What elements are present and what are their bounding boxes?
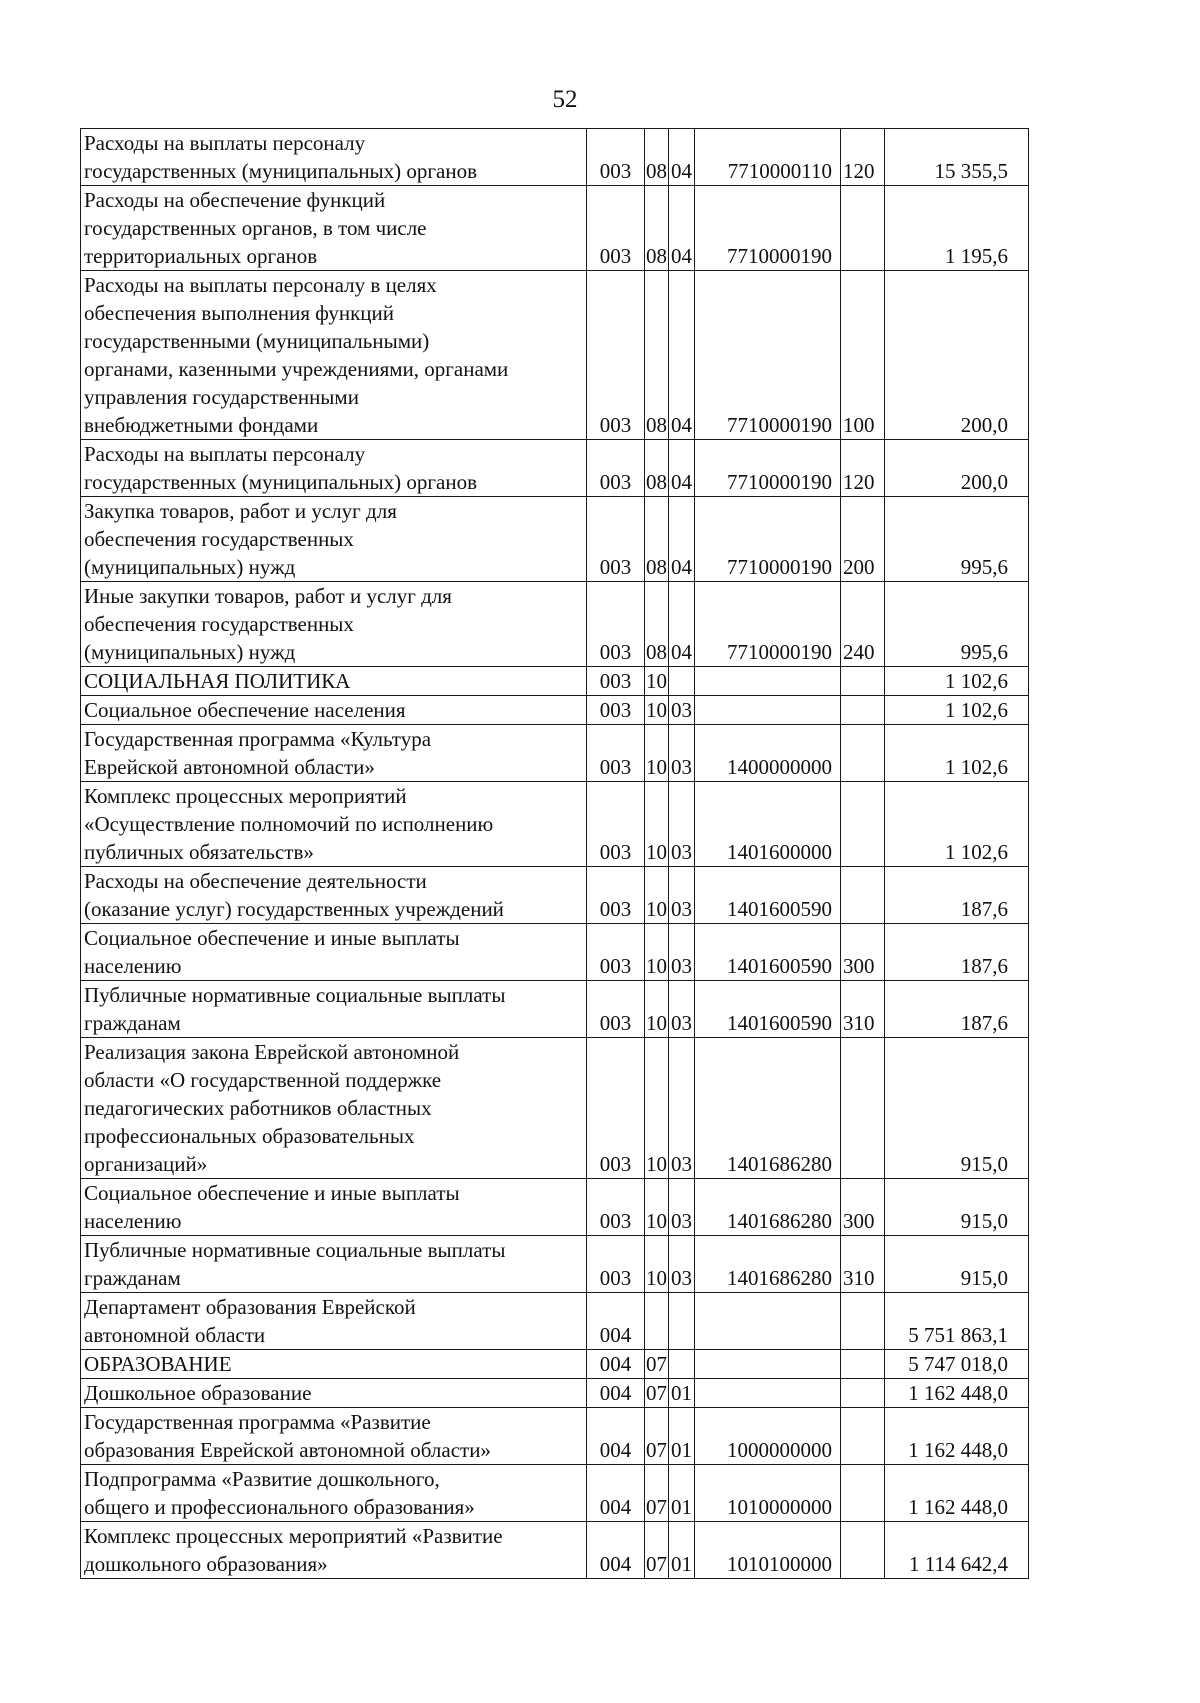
expense-name-cell: Расходы на выплаты персоналу государственных (муниципальных) органов	[81, 129, 587, 186]
table-row	[81, 440, 1029, 497]
table-row	[81, 271, 1029, 440]
table-row	[81, 1293, 1029, 1350]
expense-kind-cell: 310	[841, 981, 885, 1038]
expense-kind-cell: 120	[841, 129, 885, 186]
page-number: 52	[552, 86, 578, 113]
table-row	[81, 725, 1029, 782]
section-code-cell: 10	[645, 667, 669, 696]
expense-name-cell: Подпрограмма «Развитие дошкольного, общего и профессионального образования»	[81, 1465, 587, 1522]
department-code-cell: 003	[587, 782, 645, 867]
expense-name-cell: Расходы на обеспечение деятельности (оказание услуг) государственных учреждений	[81, 867, 587, 924]
amount-cell: 15 355,5	[885, 129, 1029, 186]
expense-name-cell: СОЦИАЛЬНАЯ ПОЛИТИКА	[81, 667, 587, 696]
amount-cell: 995,6	[885, 497, 1029, 582]
expense-name-cell: Комплекс процессных мероприятий «Осуществление полномочий по исполнению публичных обязательств»	[81, 782, 587, 867]
section-code-cell: 08	[645, 582, 669, 667]
target-item-cell: 1401686280	[695, 1236, 841, 1293]
department-code-cell: 003	[587, 271, 645, 440]
department-code-cell: 003	[587, 1236, 645, 1293]
subsection-code-cell: 03	[669, 867, 695, 924]
expense-name-cell: Государственная программа «Культура Еврейской автономной области»	[81, 725, 587, 782]
amount-cell: 1 102,6	[885, 725, 1029, 782]
subsection-code-cell: 03	[669, 1236, 695, 1293]
department-code-cell: 003	[587, 186, 645, 271]
table-row	[81, 1379, 1029, 1408]
expense-kind-cell	[841, 1465, 885, 1522]
subsection-code-cell: 01	[669, 1465, 695, 1522]
table-row	[81, 1179, 1029, 1236]
department-code-cell: 004	[587, 1408, 645, 1465]
target-item-cell	[695, 667, 841, 696]
section-code-cell: 10	[645, 981, 669, 1038]
amount-cell: 200,0	[885, 440, 1029, 497]
section-code-cell: 08	[645, 186, 669, 271]
department-code-cell: 004	[587, 1350, 645, 1379]
table-row	[81, 924, 1029, 981]
target-item-cell: 1401686280	[695, 1179, 841, 1236]
expense-kind-cell	[841, 1038, 885, 1179]
target-item-cell	[695, 696, 841, 725]
target-item-cell: 1000000000	[695, 1408, 841, 1465]
department-code-cell: 003	[587, 981, 645, 1038]
target-item-cell	[695, 1350, 841, 1379]
subsection-code-cell	[669, 1350, 695, 1379]
table-row	[81, 782, 1029, 867]
department-code-cell: 003	[587, 867, 645, 924]
amount-cell: 187,6	[885, 867, 1029, 924]
subsection-code-cell: 04	[669, 186, 695, 271]
table-row	[81, 1465, 1029, 1522]
department-code-cell: 003	[587, 129, 645, 186]
expense-name-cell: Расходы на обеспечение функций государственных органов, в том числе территориальных органов	[81, 186, 587, 271]
subsection-code-cell: 03	[669, 782, 695, 867]
subsection-code-cell: 03	[669, 696, 695, 725]
section-code-cell: 10	[645, 924, 669, 981]
subsection-code-cell: 04	[669, 129, 695, 186]
section-code-cell: 08	[645, 271, 669, 440]
target-item-cell: 1401600000	[695, 782, 841, 867]
expense-kind-cell: 300	[841, 924, 885, 981]
expense-name-cell: Публичные нормативные социальные выплаты гражданам	[81, 981, 587, 1038]
table-row	[81, 129, 1029, 186]
subsection-code-cell: 03	[669, 981, 695, 1038]
section-code-cell: 07	[645, 1465, 669, 1522]
section-code-cell	[645, 1293, 669, 1350]
table-row	[81, 186, 1029, 271]
expense-name-cell: Дошкольное образование	[81, 1379, 587, 1408]
amount-cell: 187,6	[885, 924, 1029, 981]
expense-name-cell: Социальное обеспечение населения	[81, 696, 587, 725]
section-code-cell: 07	[645, 1350, 669, 1379]
subsection-code-cell: 03	[669, 1179, 695, 1236]
amount-cell: 200,0	[885, 271, 1029, 440]
expense-kind-cell	[841, 1408, 885, 1465]
subsection-code-cell	[669, 1293, 695, 1350]
table-row	[81, 1522, 1029, 1579]
expense-name-cell: Социальное обеспечение и иные выплаты населению	[81, 1179, 587, 1236]
amount-cell: 1 162 448,0	[885, 1408, 1029, 1465]
expense-kind-cell	[841, 1350, 885, 1379]
department-code-cell: 004	[587, 1522, 645, 1579]
amount-cell: 1 102,6	[885, 667, 1029, 696]
amount-cell: 1 162 448,0	[885, 1465, 1029, 1522]
target-item-cell: 7710000190	[695, 440, 841, 497]
amount-cell: 5 747 018,0	[885, 1350, 1029, 1379]
table-row	[81, 1038, 1029, 1179]
table-row	[81, 1408, 1029, 1465]
amount-cell: 1 162 448,0	[885, 1379, 1029, 1408]
department-code-cell: 003	[587, 1038, 645, 1179]
target-item-cell: 1400000000	[695, 725, 841, 782]
subsection-code-cell: 04	[669, 582, 695, 667]
expense-name-cell: Государственная программа «Развитие образования Еврейской автономной области»	[81, 1408, 587, 1465]
expense-name-cell: Расходы на выплаты персоналу в целях обеспечения выполнения функций государственными (муниципальными) органами, казенными учреждениями, органами управления государственными внебюджетными фондами	[81, 271, 587, 440]
target-item-cell: 7710000190	[695, 582, 841, 667]
department-code-cell: 003	[587, 696, 645, 725]
expense-kind-cell: 120	[841, 440, 885, 497]
expense-kind-cell	[841, 696, 885, 725]
expense-kind-cell: 100	[841, 271, 885, 440]
table-row	[81, 1236, 1029, 1293]
expense-kind-cell: 240	[841, 582, 885, 667]
section-code-cell: 10	[645, 1038, 669, 1179]
expense-name-cell: Публичные нормативные социальные выплаты гражданам	[81, 1236, 587, 1293]
expense-kind-cell: 200	[841, 497, 885, 582]
amount-cell: 995,6	[885, 582, 1029, 667]
table-row	[81, 696, 1029, 725]
target-item-cell: 1401600590	[695, 924, 841, 981]
target-item-cell	[695, 1379, 841, 1408]
target-item-cell: 1401600590	[695, 867, 841, 924]
section-code-cell: 10	[645, 1179, 669, 1236]
department-code-cell: 003	[587, 582, 645, 667]
target-item-cell: 1401600590	[695, 981, 841, 1038]
department-code-cell: 003	[587, 725, 645, 782]
table-row	[81, 1350, 1029, 1379]
expense-kind-cell	[841, 782, 885, 867]
amount-cell: 1 114 642,4	[885, 1522, 1029, 1579]
expense-name-cell: Закупка товаров, работ и услуг для обеспечения государственных (муниципальных) нужд	[81, 497, 587, 582]
amount-cell: 915,0	[885, 1038, 1029, 1179]
department-code-cell: 003	[587, 440, 645, 497]
department-code-cell: 003	[587, 497, 645, 582]
section-code-cell: 10	[645, 782, 669, 867]
expense-name-cell: Департамент образования Еврейской автономной области	[81, 1293, 587, 1350]
expense-kind-cell: 310	[841, 1236, 885, 1293]
section-code-cell: 10	[645, 725, 669, 782]
department-code-cell: 004	[587, 1465, 645, 1522]
amount-cell: 915,0	[885, 1179, 1029, 1236]
subsection-code-cell: 04	[669, 271, 695, 440]
amount-cell: 1 102,6	[885, 696, 1029, 725]
expense-name-cell: Комплекс процессных мероприятий «Развитие дошкольного образования»	[81, 1522, 587, 1579]
section-code-cell: 07	[645, 1522, 669, 1579]
section-code-cell: 08	[645, 129, 669, 186]
expense-kind-cell	[841, 1293, 885, 1350]
expense-kind-cell	[841, 867, 885, 924]
section-code-cell: 07	[645, 1379, 669, 1408]
subsection-code-cell	[669, 667, 695, 696]
table-row	[81, 981, 1029, 1038]
expense-kind-cell	[841, 186, 885, 271]
subsection-code-cell: 01	[669, 1408, 695, 1465]
expense-kind-cell	[841, 1522, 885, 1579]
section-code-cell: 07	[645, 1408, 669, 1465]
section-code-cell: 10	[645, 696, 669, 725]
expense-name-cell: Социальное обеспечение и иные выплаты населению	[81, 924, 587, 981]
target-item-cell: 7710000110	[695, 129, 841, 186]
expense-name-cell: ОБРАЗОВАНИЕ	[81, 1350, 587, 1379]
section-code-cell: 08	[645, 497, 669, 582]
target-item-cell: 7710000190	[695, 497, 841, 582]
table-row	[81, 497, 1029, 582]
target-item-cell: 7710000190	[695, 271, 841, 440]
table-row	[81, 667, 1029, 696]
table-body	[81, 129, 1029, 1579]
section-code-cell: 08	[645, 440, 669, 497]
expense-kind-cell	[841, 667, 885, 696]
table-row	[81, 867, 1029, 924]
amount-cell: 915,0	[885, 1236, 1029, 1293]
target-item-cell	[695, 1293, 841, 1350]
department-code-cell: 003	[587, 924, 645, 981]
budget-table	[80, 128, 1029, 1579]
section-code-cell: 10	[645, 867, 669, 924]
amount-cell: 1 195,6	[885, 186, 1029, 271]
department-code-cell: 003	[587, 1179, 645, 1236]
department-code-cell: 003	[587, 667, 645, 696]
table-row	[81, 582, 1029, 667]
subsection-code-cell: 04	[669, 440, 695, 497]
amount-cell: 5 751 863,1	[885, 1293, 1029, 1350]
target-item-cell: 1401686280	[695, 1038, 841, 1179]
expense-kind-cell	[841, 1379, 885, 1408]
expense-name-cell: Реализация закона Еврейской автономной области «О государственной поддержке педагогических работников областных профессиональных образовательных организаций»	[81, 1038, 587, 1179]
subsection-code-cell: 03	[669, 924, 695, 981]
expense-name-cell: Иные закупки товаров, работ и услуг для обеспечения государственных (муниципальных) нужд	[81, 582, 587, 667]
target-item-cell: 1010000000	[695, 1465, 841, 1522]
subsection-code-cell: 03	[669, 725, 695, 782]
department-code-cell: 004	[587, 1293, 645, 1350]
subsection-code-cell: 04	[669, 497, 695, 582]
amount-cell: 1 102,6	[885, 782, 1029, 867]
amount-cell: 187,6	[885, 981, 1029, 1038]
subsection-code-cell: 01	[669, 1379, 695, 1408]
expense-name-cell: Расходы на выплаты персоналу государственных (муниципальных) органов	[81, 440, 587, 497]
expense-kind-cell: 300	[841, 1179, 885, 1236]
subsection-code-cell: 01	[669, 1522, 695, 1579]
subsection-code-cell: 03	[669, 1038, 695, 1179]
target-item-cell: 1010100000	[695, 1522, 841, 1579]
section-code-cell: 10	[645, 1236, 669, 1293]
target-item-cell: 7710000190	[695, 186, 841, 271]
expense-kind-cell	[841, 725, 885, 782]
department-code-cell: 004	[587, 1379, 645, 1408]
